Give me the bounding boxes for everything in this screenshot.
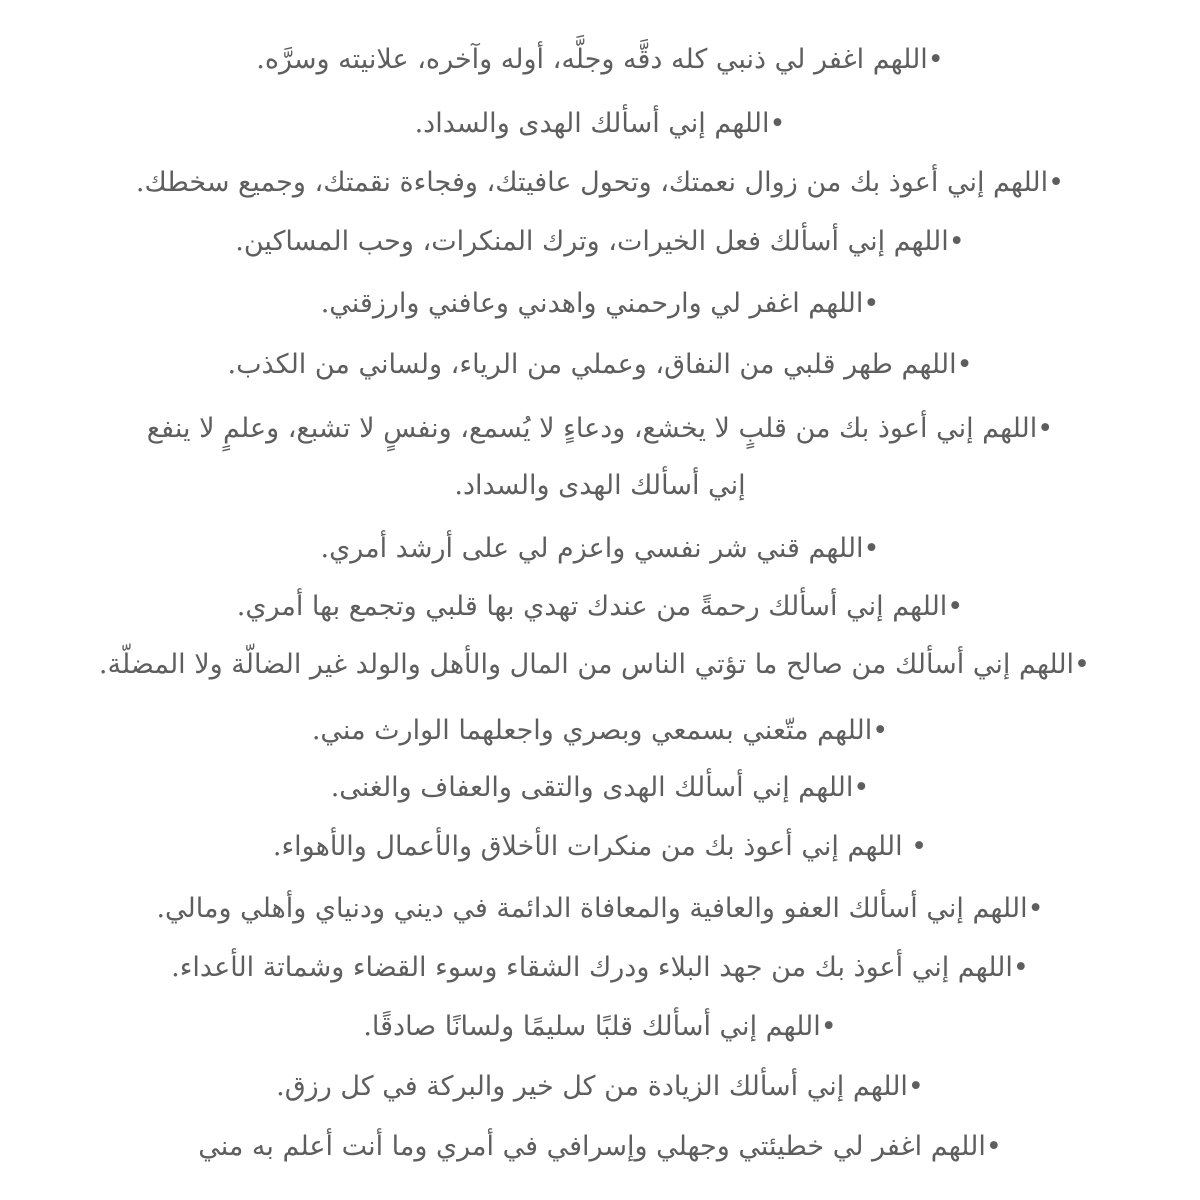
dua-line: •اللهم متّعني بسمعي وبصري واجعلهما الوارث مني. [311, 715, 889, 746]
dua-line: •اللهم طهر قلبي من النفاق، وعملي من الرياء، ولساني من الكذب. [227, 349, 973, 380]
dua-line: •اللهم إني أسألك من صالح ما تؤتي الناس من المال والأهل والولد غير الضالّة ولا المضلّة. [98, 649, 1090, 680]
dua-line: •اللهم إني أسألك الزيادة من كل خير والبركة في كل رزق. [276, 1071, 924, 1102]
dua-line: •اللهم إني أسألك قلبًا سليمًا ولسانًا صادقًا. [363, 1011, 837, 1042]
dua-line: •اللهم إني أسألك الهدى والسداد. [414, 108, 786, 139]
dua-line: •اللهم إني أسألك فعل الخيرات، وترك المنكرات، وحب المساكين. [235, 226, 965, 257]
dua-line: • اللهم إني أعوذ بك من منكرات الأخلاق والأعمال والأهواء. [272, 831, 928, 862]
dua-line: •اللهم إني أسألك رحمةً من عندك تهدي بها قلبي وتجمع بها أمري. [236, 591, 964, 622]
dua-line: •اللهم إني أعوذ بك من قلبٍ لا يخشع، ودعاءٍ لا يُسمع، ونفسٍ لا تشبع، وعلمٍ لا ينفع [146, 413, 1054, 444]
dua-line: •اللهم إني أسألك العفو والعافية والمعافاة الدائمة في ديني ودنياي وأهلي ومالي. [156, 893, 1044, 924]
dua-line: •اللهم اغفر لي ذنبي كله دقَّه وجلَّه، أوله وآخره، علانيته وسرَّه. [256, 44, 944, 75]
dua-line-continuation: إني أسألك الهدى والسداد. [454, 470, 746, 501]
dua-line: •اللهم إني أعوذ بك من جهد البلاء ودرك الشقاء وسوء القضاء وشماتة الأعداء. [171, 952, 1029, 983]
dua-line: •اللهم اغفر لي وارحمني واهدني وعافني وارزقني. [320, 288, 880, 319]
dua-line: •اللهم اغفر لي خطيئتي وجهلي وإسرافي في أمري وما أنت أعلم به مني [198, 1131, 1002, 1162]
dua-line: •اللهم قني شر نفسي واعزم لي على أرشد أمري. [320, 533, 880, 564]
dua-line: •اللهم إني أسألك الهدى والتقى والعفاف والغنى. [330, 772, 870, 803]
dua-line: •اللهم إني أعوذ بك من زوال نعمتك، وتحول عافيتك، وفجاءة نقمتك، وجميع سخطك. [135, 167, 1065, 198]
